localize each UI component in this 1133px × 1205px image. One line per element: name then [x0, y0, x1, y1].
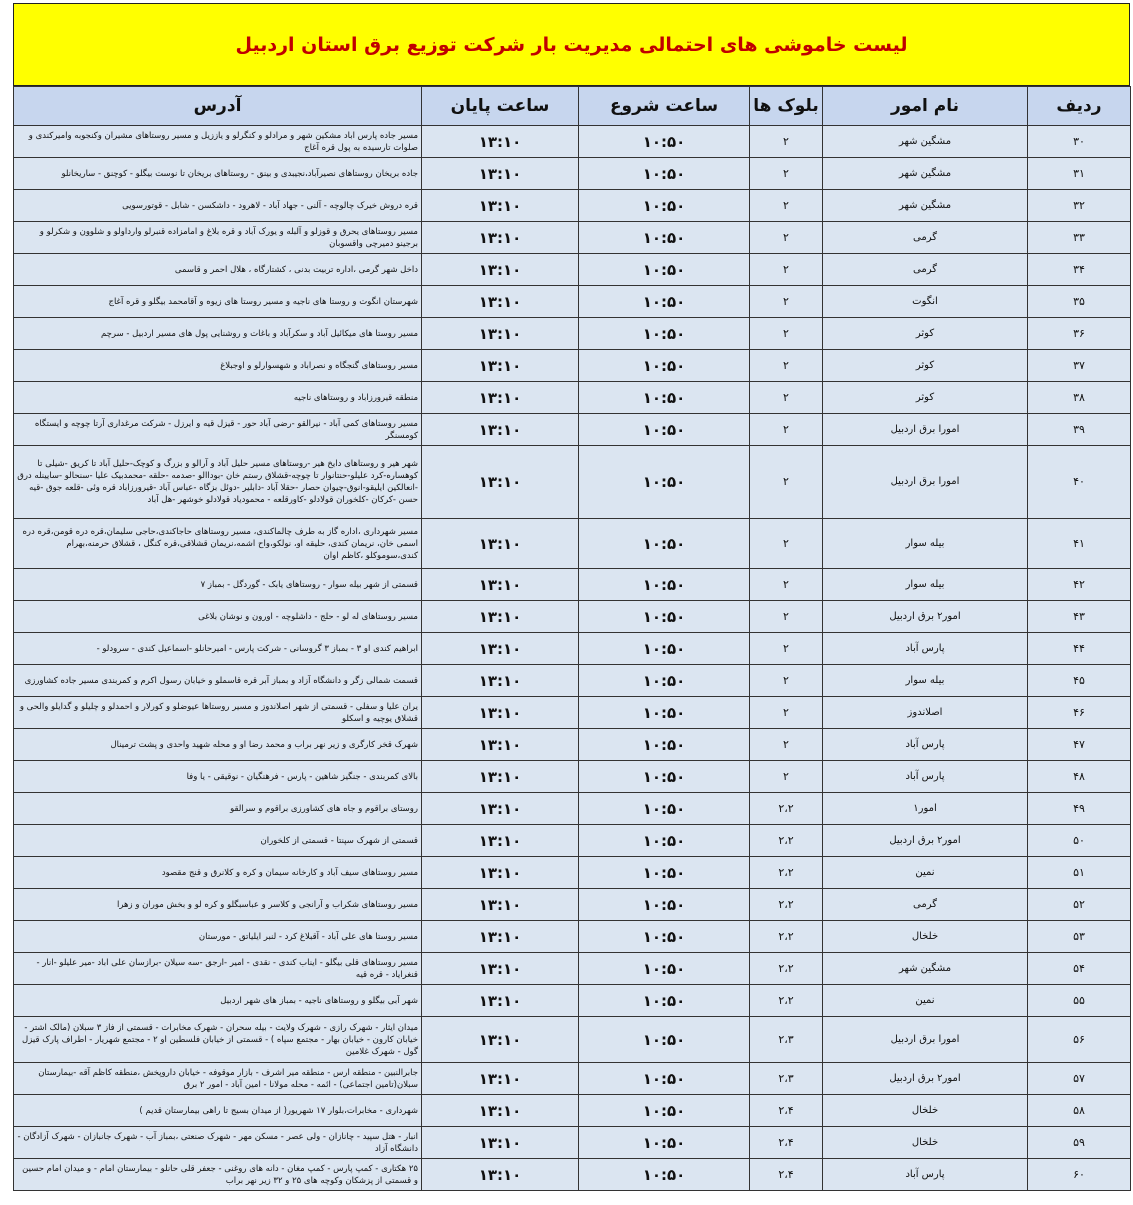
cell-blocks: ۲	[750, 729, 823, 761]
cell-end-time: ۱۳:۱۰	[422, 761, 579, 793]
cell-blocks: ۲	[750, 222, 823, 254]
table-row	[14, 921, 1131, 953]
cell-org-name: امورا برق اردبیل	[823, 446, 1028, 519]
outage-table	[13, 86, 1131, 1191]
cell-start-time: ۱۰:۵۰	[579, 318, 750, 350]
table-row	[14, 1017, 1131, 1063]
cell-address: شهر هیر و روستاهای دایخ هیر -روستاهای مسیر حلیل آباد و آرالو و بزرگ و کوچک-حلیل آباد تا کریق -شیلی تا کوهساره-کرد علیلو-حنتانوار تا چوچه-قشلاق رستم خان -بوداالو -صدمه -حلقه -محمدبیک علیا -سنحالو -سایینله درق -انعالکین ایلیقو-انوق-چیوان حصار -حقلا آباد -دابلیر -دوئل بزگاه -عباس آباد -قیرورزاباد قره وئی -قلعه جوق -قیه حسن -کرکان -کلخوران قولادلو -کاورقلعه - محمودیاد قولادلو خوشهر -هل آباد	[14, 446, 422, 519]
cell-org-name: گرمی	[823, 254, 1028, 286]
cell-blocks: ۲،۲	[750, 889, 823, 921]
header-row-number: ردیف	[1028, 87, 1131, 126]
cell-blocks: ۲	[750, 633, 823, 665]
cell-org-name: پارس آباد	[823, 1159, 1028, 1191]
table-row	[14, 761, 1131, 793]
table-row	[14, 350, 1131, 382]
cell-end-time: ۱۳:۱۰	[422, 729, 579, 761]
cell-row-number: ۳۸	[1028, 382, 1131, 414]
cell-start-time: ۱۰:۵۰	[579, 825, 750, 857]
cell-address: مسیر روستاهای سیف آباد و کارخانه سیمان و کره و کلانرق و قنج مقصود	[14, 857, 422, 889]
cell-end-time: ۱۳:۱۰	[422, 222, 579, 254]
cell-end-time: ۱۳:۱۰	[422, 985, 579, 1017]
table-row	[14, 601, 1131, 633]
cell-org-name: امورا برق اردبیل	[823, 414, 1028, 446]
cell-address: منطقه قیرورزاباد و روستاهای ناجیه	[14, 382, 422, 414]
cell-start-time: ۱۰:۵۰	[579, 1127, 750, 1159]
cell-end-time: ۱۳:۱۰	[422, 1017, 579, 1063]
cell-row-number: ۵۱	[1028, 857, 1131, 889]
cell-end-time: ۱۳:۱۰	[422, 569, 579, 601]
cell-start-time: ۱۰:۵۰	[579, 697, 750, 729]
cell-blocks: ۲	[750, 318, 823, 350]
cell-end-time: ۱۳:۱۰	[422, 697, 579, 729]
cell-row-number: ۵۸	[1028, 1095, 1131, 1127]
table-row	[14, 825, 1131, 857]
table-row	[14, 697, 1131, 729]
cell-row-number: ۵۶	[1028, 1017, 1131, 1063]
cell-address: مسیر روستاهای له لو - حلج - داشلوچه - اورون و نوشان بلاغی	[14, 601, 422, 633]
cell-row-number: ۴۸	[1028, 761, 1131, 793]
cell-start-time: ۱۰:۵۰	[579, 761, 750, 793]
table-row	[14, 286, 1131, 318]
table-row	[14, 665, 1131, 697]
cell-start-time: ۱۰:۵۰	[579, 601, 750, 633]
table-row	[14, 382, 1131, 414]
cell-start-time: ۱۰:۵۰	[579, 793, 750, 825]
cell-address: قره دروش خیرک چالوچه - آلنی - جهاد آباد - لاهرود - داشکسن - شابل - قوتورسویی	[14, 190, 422, 222]
cell-address: قسمت شمالی زگر و دانشگاه آزاد و بمباز آبر قره قاسملو و خیابان رسول اکرم و کمربندی مسیر جاده کشاورزی	[14, 665, 422, 697]
cell-row-number: ۶۰	[1028, 1159, 1131, 1191]
cell-blocks: ۲	[750, 697, 823, 729]
cell-start-time: ۱۰:۵۰	[579, 446, 750, 519]
cell-row-number: ۴۳	[1028, 601, 1131, 633]
cell-row-number: ۳۴	[1028, 254, 1131, 286]
cell-end-time: ۱۳:۱۰	[422, 519, 579, 569]
cell-end-time: ۱۳:۱۰	[422, 446, 579, 519]
cell-blocks: ۲،۳	[750, 1063, 823, 1095]
cell-blocks: ۲	[750, 350, 823, 382]
cell-end-time: ۱۳:۱۰	[422, 1063, 579, 1095]
cell-address: یران علیا و سفلی - قسمتی از شهر اصلاندوز و مسیر روستاها عیوضلو و کورلار و احمدلو و چلیلو و گدایلو والحی و قشلاق یوچیه و اسکلو	[14, 697, 422, 729]
cell-row-number: ۴۰	[1028, 446, 1131, 519]
cell-blocks: ۲	[750, 446, 823, 519]
cell-blocks: ۲،۲	[750, 985, 823, 1017]
cell-start-time: ۱۰:۵۰	[579, 414, 750, 446]
cell-address: مسیر روستاهای یحرق و قوزلو و آلبله و یورک آباد و قره بلاغ و امامزاده قنبرلو وارداولو و شلوون و شکرلو و برجینو دمیرچی واقسوبان	[14, 222, 422, 254]
cell-org-name: گرمی	[823, 889, 1028, 921]
cell-org-name: مشگین شهر	[823, 158, 1028, 190]
table-row	[14, 318, 1131, 350]
cell-row-number: ۳۷	[1028, 350, 1131, 382]
cell-row-number: ۵۵	[1028, 985, 1131, 1017]
cell-start-time: ۱۰:۵۰	[579, 350, 750, 382]
cell-address: شهرک قخر کارگری و زیر نهر براب و محمد رضا او و محله شهید واحدی و پشت ترمینال	[14, 729, 422, 761]
cell-address: مسیر روستاهای شکراب و آرانجی و کلاسر و عباسبگلو و کره لو و بخش موران و زهرا	[14, 889, 422, 921]
cell-start-time: ۱۰:۵۰	[579, 1095, 750, 1127]
cell-blocks: ۲	[750, 569, 823, 601]
cell-start-time: ۱۰:۵۰	[579, 569, 750, 601]
cell-end-time: ۱۳:۱۰	[422, 254, 579, 286]
cell-org-name: نمین	[823, 985, 1028, 1017]
cell-start-time: ۱۰:۵۰	[579, 633, 750, 665]
cell-row-number: ۵۰	[1028, 825, 1131, 857]
cell-org-name: مشگین شهر	[823, 190, 1028, 222]
table-body	[14, 126, 1131, 1191]
page-title: لیست خاموشی های احتمالی مدیریت بار شرکت توزیع برق استان اردبیل	[13, 3, 1130, 86]
cell-blocks: ۲	[750, 601, 823, 633]
cell-blocks: ۲،۲	[750, 921, 823, 953]
cell-address: مسیر روستاهای کمی آباد - نیرالقو -رضی آباد حور - قیزل قیه و ایرزل - شرکت مرغداری آرتا چوچه و ایستگاه کومسنگر	[14, 414, 422, 446]
cell-blocks: ۲	[750, 254, 823, 286]
cell-start-time: ۱۰:۵۰	[579, 1159, 750, 1191]
cell-end-time: ۱۳:۱۰	[422, 921, 579, 953]
cell-org-name: بیله سوار	[823, 519, 1028, 569]
cell-end-time: ۱۳:۱۰	[422, 190, 579, 222]
cell-org-name: مشگین شهر	[823, 953, 1028, 985]
cell-org-name: بیله سوار	[823, 569, 1028, 601]
cell-org-name: پارس آباد	[823, 633, 1028, 665]
cell-end-time: ۱۳:۱۰	[422, 889, 579, 921]
cell-row-number: ۴۷	[1028, 729, 1131, 761]
cell-org-name: بیله سوار	[823, 665, 1028, 697]
header-row	[14, 87, 1131, 126]
cell-end-time: ۱۳:۱۰	[422, 126, 579, 158]
cell-end-time: ۱۳:۱۰	[422, 414, 579, 446]
cell-blocks: ۲	[750, 665, 823, 697]
cell-blocks: ۲	[750, 761, 823, 793]
cell-blocks: ۲،۲	[750, 953, 823, 985]
table-row	[14, 1095, 1131, 1127]
table-row	[14, 1159, 1131, 1191]
cell-org-name: خلخال	[823, 1127, 1028, 1159]
cell-row-number: ۳۱	[1028, 158, 1131, 190]
cell-end-time: ۱۳:۱۰	[422, 857, 579, 889]
cell-address: شهرستان انگوت و روستا های ناجیه و مسیر روستا های زیوه و آقامحمد بیگلو و قره آغاج	[14, 286, 422, 318]
table-row	[14, 446, 1131, 519]
cell-org-name: پارس آباد	[823, 729, 1028, 761]
cell-row-number: ۳۲	[1028, 190, 1131, 222]
cell-address: شهر آبی بیگلو و روستاهای ناجیه - بمباز های شهر اردبیل	[14, 985, 422, 1017]
cell-end-time: ۱۳:۱۰	[422, 793, 579, 825]
cell-address: ابراهیم کندی او ۳ - بمباز ۳ گروسانی - شرکت پارس - امیرحانلو -اسماعیل کندی - سرودلو -	[14, 633, 422, 665]
table-row	[14, 569, 1131, 601]
cell-blocks: ۲،۳	[750, 1017, 823, 1063]
header-start-time: ساعت شروع	[579, 87, 750, 126]
cell-end-time: ۱۳:۱۰	[422, 286, 579, 318]
cell-row-number: ۳۶	[1028, 318, 1131, 350]
cell-end-time: ۱۳:۱۰	[422, 953, 579, 985]
cell-row-number: ۳۰	[1028, 126, 1131, 158]
header-org: نام امور	[823, 87, 1028, 126]
cell-end-time: ۱۳:۱۰	[422, 825, 579, 857]
cell-org-name: پارس آباد	[823, 761, 1028, 793]
cell-address: میدان ایثار - شهرک رازی - شهرک ولایت - بیله سحران - شهرک مخابرات - قسمتی از فاز ۳ سبلان (مالک اشتر - خیابان کارون - خیابان بهار - مجتمع سپاه ) - قسمتی از خیابان فلسطین او ۲ - مجتمع شهریار - اطراف پارک قیزل گول - شهرک غلامین	[14, 1017, 422, 1063]
cell-org-name: امور۲ برق اردبیل	[823, 601, 1028, 633]
cell-blocks: ۲	[750, 382, 823, 414]
cell-row-number: ۴۲	[1028, 569, 1131, 601]
cell-org-name: امور۱	[823, 793, 1028, 825]
cell-start-time: ۱۰:۵۰	[579, 382, 750, 414]
cell-blocks: ۲	[750, 286, 823, 318]
cell-start-time: ۱۰:۵۰	[579, 254, 750, 286]
cell-start-time: ۱۰:۵۰	[579, 985, 750, 1017]
cell-start-time: ۱۰:۵۰	[579, 729, 750, 761]
cell-end-time: ۱۳:۱۰	[422, 633, 579, 665]
cell-start-time: ۱۰:۵۰	[579, 1063, 750, 1095]
table-row	[14, 254, 1131, 286]
cell-start-time: ۱۰:۵۰	[579, 1017, 750, 1063]
cell-start-time: ۱۰:۵۰	[579, 126, 750, 158]
cell-blocks: ۲	[750, 414, 823, 446]
cell-start-time: ۱۰:۵۰	[579, 158, 750, 190]
cell-blocks: ۲،۴	[750, 1095, 823, 1127]
cell-org-name: امور۲ برق اردبیل	[823, 1063, 1028, 1095]
cell-address: مسیر روستا های علی آباد - آقبلاغ کرد - لنبر ایلیاتق - مورستان	[14, 921, 422, 953]
table-row	[14, 633, 1131, 665]
cell-blocks: ۲	[750, 519, 823, 569]
cell-row-number: ۵۴	[1028, 953, 1131, 985]
cell-start-time: ۱۰:۵۰	[579, 921, 750, 953]
cell-address: قسمتی از شهر بیله سوار - روستاهای یابک - گوردگل - بمباز ۷	[14, 569, 422, 601]
document	[13, 3, 1130, 1191]
cell-end-time: ۱۳:۱۰	[422, 350, 579, 382]
cell-address: مسیر روستاهای گنجگاه و نصراباد و شهسوارلو و اوجبلاغ	[14, 350, 422, 382]
cell-blocks: ۲،۲	[750, 857, 823, 889]
cell-start-time: ۱۰:۵۰	[579, 857, 750, 889]
cell-blocks: ۲،۴	[750, 1127, 823, 1159]
cell-start-time: ۱۰:۵۰	[579, 889, 750, 921]
cell-blocks: ۲،۲	[750, 793, 823, 825]
cell-org-name: گرمی	[823, 222, 1028, 254]
table-row	[14, 1127, 1131, 1159]
cell-org-name: خلخال	[823, 921, 1028, 953]
cell-address: مسیر روستا های میکائیل آباد و سکرآباد و باغات و روشنایی پول های مسیر اردبیل - سرچم	[14, 318, 422, 350]
cell-org-name: نمین	[823, 857, 1028, 889]
cell-row-number: ۴۱	[1028, 519, 1131, 569]
cell-end-time: ۱۳:۱۰	[422, 601, 579, 633]
cell-blocks: ۲،۲	[750, 825, 823, 857]
cell-end-time: ۱۳:۱۰	[422, 665, 579, 697]
cell-row-number: ۴۵	[1028, 665, 1131, 697]
header-address: آدرس	[14, 87, 422, 126]
cell-address: روستای براقوم و جاه های کشاورزی براقوم و سرالقو	[14, 793, 422, 825]
table-row	[14, 985, 1131, 1017]
header-end-time: ساعت پایان	[422, 87, 579, 126]
cell-row-number: ۴۶	[1028, 697, 1131, 729]
cell-row-number: ۳۳	[1028, 222, 1131, 254]
table-row	[14, 519, 1131, 569]
header-blocks: بلوک ها	[750, 87, 823, 126]
cell-end-time: ۱۳:۱۰	[422, 1127, 579, 1159]
cell-org-name: اصلاندوز	[823, 697, 1028, 729]
cell-blocks: ۲،۴	[750, 1159, 823, 1191]
table-row	[14, 857, 1131, 889]
cell-org-name: انگوت	[823, 286, 1028, 318]
cell-row-number: ۵۳	[1028, 921, 1131, 953]
cell-org-name: امور۲ برق اردبیل	[823, 825, 1028, 857]
table-row	[14, 126, 1131, 158]
table-row	[14, 414, 1131, 446]
cell-address: جاده بریخان روستاهای نصیرآباد،نجیبدی و بینق - روستاهای بریخان تا نوست بیگلو - کوچنق - ساریخانلو	[14, 158, 422, 190]
cell-org-name: امورا برق اردبیل	[823, 1017, 1028, 1063]
cell-start-time: ۱۰:۵۰	[579, 953, 750, 985]
table-row	[14, 889, 1131, 921]
cell-blocks: ۲	[750, 126, 823, 158]
cell-row-number: ۵۲	[1028, 889, 1131, 921]
table-row	[14, 1063, 1131, 1095]
cell-row-number: ۴۴	[1028, 633, 1131, 665]
cell-org-name: مشگین شهر	[823, 126, 1028, 158]
cell-address: مسیر روستاهای قلی بیگلو - ایناب کندی - نقدی - امیر -ارجق -سه سیلان -برازسان علی اباد -میر علیلو -انار - قنغرایاد - قره قیه	[14, 953, 422, 985]
cell-row-number: ۵۷	[1028, 1063, 1131, 1095]
cell-address: جابرالنبین - منطقه ارس - منطقه میر اشرف - بازار موقوفه - خیابان داروپخش ،منطقه کاظم آقه -بیمارستان سبلان(تامین اجتماعی) - ائمه - محله مولانا - امین آباد - امور ۲ برق	[14, 1063, 422, 1095]
cell-address: شهرداری - مخابرات،بلوار ۱۷ شهریور( از میدان بسیج تا راهی بیمارستان قدیم )	[14, 1095, 422, 1127]
table-row	[14, 793, 1131, 825]
cell-address: بالای کمربندی - جنگیز شاهین - پارس - فرهنگیان - نوقیقی - یا وفا	[14, 761, 422, 793]
cell-row-number: ۳۹	[1028, 414, 1131, 446]
cell-end-time: ۱۳:۱۰	[422, 158, 579, 190]
table-row	[14, 729, 1131, 761]
cell-org-name: کوثر	[823, 382, 1028, 414]
cell-row-number: ۵۹	[1028, 1127, 1131, 1159]
cell-row-number: ۳۵	[1028, 286, 1131, 318]
cell-start-time: ۱۰:۵۰	[579, 519, 750, 569]
table-row	[14, 158, 1131, 190]
cell-blocks: ۲	[750, 158, 823, 190]
cell-address: ۲۵ هکتاری - کمپ پارس - کمپ مغان - دانه های روغنی - جعفر قلی حانلو - بیمارستان امام - و میدان امام حسین و قسمتی از پزشکان وکوچه های ۲۵ و ۳۲ زیر نهر براب	[14, 1159, 422, 1191]
cell-org-name: خلخال	[823, 1095, 1028, 1127]
cell-blocks: ۲	[750, 190, 823, 222]
cell-end-time: ۱۳:۱۰	[422, 382, 579, 414]
cell-address: انبار - هتل سپید - چانازان - ولی عصر - مسکن مهر - شهرک صنعتی ،بمباز آب - شهرک جانبازان - شهرک آزادگان - دانشگاه آزاد	[14, 1127, 422, 1159]
cell-address: داخل شهر گرمی ،اداره تربیت بدنی ، کشتارگاه ، هلال احمر و قاسمی	[14, 254, 422, 286]
table-row	[14, 953, 1131, 985]
cell-end-time: ۱۳:۱۰	[422, 1159, 579, 1191]
table-row	[14, 222, 1131, 254]
cell-start-time: ۱۰:۵۰	[579, 286, 750, 318]
cell-end-time: ۱۳:۱۰	[422, 318, 579, 350]
cell-address: مسیر شهرداری ،اداره گاز به طرف چالماکندی، مسیر روستاهای حاجاکندی،حاجی سلیمان،قره دره قومن،قره دره اسمی خان، نریمان کندی، حلیقه او، نولکو،واح اشمه،نریمان قشلاقی،قره کنگل ، قشلاق حرمنه،بهرام کندی،سوموکلو ،کاظم اوان	[14, 519, 422, 569]
cell-row-number: ۴۹	[1028, 793, 1131, 825]
cell-end-time: ۱۳:۱۰	[422, 1095, 579, 1127]
cell-address: قسمتی از شهرک سپنتا - قسمتی از کلخوران	[14, 825, 422, 857]
cell-org-name: کوثر	[823, 318, 1028, 350]
cell-address: مسیر جاده پارس اباد مشکین شهر و مرادلو و کنگرلو و یاززیل و مسیر روستاهای مشیران وکنجوبه وامیرکندی و صلوات تارسیده به پول قره آغاج	[14, 126, 422, 158]
cell-start-time: ۱۰:۵۰	[579, 665, 750, 697]
cell-org-name: کوثر	[823, 350, 1028, 382]
cell-start-time: ۱۰:۵۰	[579, 222, 750, 254]
table-row	[14, 190, 1131, 222]
cell-start-time: ۱۰:۵۰	[579, 190, 750, 222]
